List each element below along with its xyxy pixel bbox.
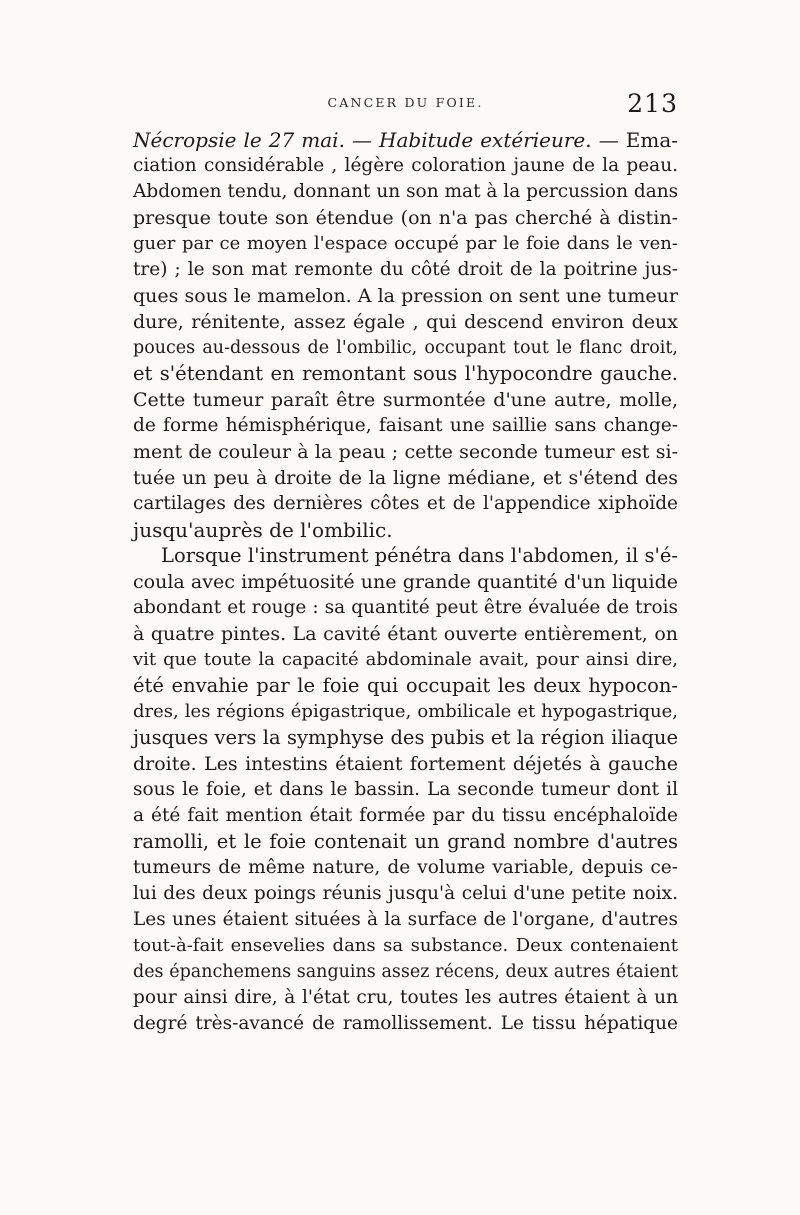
text-line: ciation considérable , légère coloration jaune de la peau.	[133, 155, 678, 176]
text-line: degré très-avancé de ramollissement. Le tissu hépatique	[133, 1013, 678, 1034]
necropsy-heading: Nécropsie le 27 mai. — Habitude extérieure.	[133, 128, 592, 152]
text-line: de forme hémisphérique, faisant une saillie sans change-	[133, 415, 678, 436]
text-line: a été fait mention était formée par du tissu encéphaloïde	[133, 805, 678, 826]
text-line: et s'étendant en remontant sous l'hypocondre gauche.	[133, 362, 678, 385]
text-line: été envahie par le foie qui occupait les deux hypocon-	[133, 674, 678, 697]
text-line: tout-à-fait ensevelies dans sa substance. Deux contenaient	[133, 935, 678, 956]
text-line: tre) ; le son mat remonte du côté droit de la poitrine jus-	[133, 259, 678, 280]
text-line: Lorsque l'instrument pénétra dans l'abdomen, il s'é-	[161, 544, 678, 567]
text-line: lui des deux poings réunis jusqu'à celui d'une petite noix.	[133, 883, 678, 904]
text-line: tumeurs de même nature, de volume variable, depuis ce-	[133, 857, 678, 878]
text-line: des épanchemens sanguins assez récens, deux autres étaient	[133, 962, 678, 982]
text-line: cartilages des dernières côtes et de l'appendice xiphoïde	[133, 493, 678, 514]
text-line: dure, rénitente, assez égale , qui descend environ deux	[133, 311, 678, 333]
text-line: Les unes étaient situées à la surface de l'organe, d'autres	[133, 909, 678, 930]
text-line: Abdomen tendu, donnant un son mat à la percussion dans	[133, 181, 679, 202]
text-line: vit que toute la capacité abdominale avait, pour ainsi dire,	[133, 649, 678, 670]
text-line: jusqu'auprès de l'ombilic.	[133, 518, 393, 542]
text-line: presque toute son étendue (on n'a pas cherché à distin-	[133, 207, 678, 229]
text-line: droite. Les intestins étaient fortement déjetés à gauche	[133, 753, 678, 775]
text-line: coula avec impétuosité une grande quantité d'un liquide	[133, 571, 678, 593]
text-line: pour ainsi dire, à l'état cru, toutes les autres étaient à un	[133, 987, 678, 1008]
text-line: ment de couleur à la peau ; cette seconde tumeur est si-	[133, 441, 678, 463]
text-line: tuée un peu à droite de la ligne médiane, et s'étend des	[133, 467, 678, 489]
text-line: guer par ce moyen l'espace occupé par le foie dans le ven-	[133, 233, 678, 254]
text-line: ques sous le mamelon. A la pression on sent une tumeur	[133, 285, 678, 307]
running-head	[133, 89, 678, 123]
text-line: Cette tumeur paraît être surmontée d'une autre, molle,	[133, 389, 678, 411]
text-line: Nécropsie le 27 mai. — Habitude extérieure. — Ema-	[133, 128, 678, 152]
body-text	[133, 127, 678, 1037]
text-line: jusques vers la symphyse des pubis et la région iliaque	[133, 726, 678, 749]
running-title: CANCER DU FOIE.	[327, 95, 484, 110]
text-line: ramolli, et le foie contenait un grand nombre d'autres	[133, 830, 678, 853]
text-line: pouces au-dessous de l'ombilic, occupant tout le flanc droit,	[133, 338, 678, 358]
text-line: abondant et rouge : sa quantité peut être évaluée de trois	[133, 597, 678, 618]
page-number: 213	[627, 89, 678, 118]
text-line: sous le foie, et dans le bassin. La seconde tumeur dont il	[133, 779, 678, 800]
text-line: à quatre pintes. La cavité étant ouverte entièrement, on	[133, 623, 678, 645]
text-line: dres, les régions épigastrique, ombilicale et hypogastrique,	[133, 701, 678, 722]
